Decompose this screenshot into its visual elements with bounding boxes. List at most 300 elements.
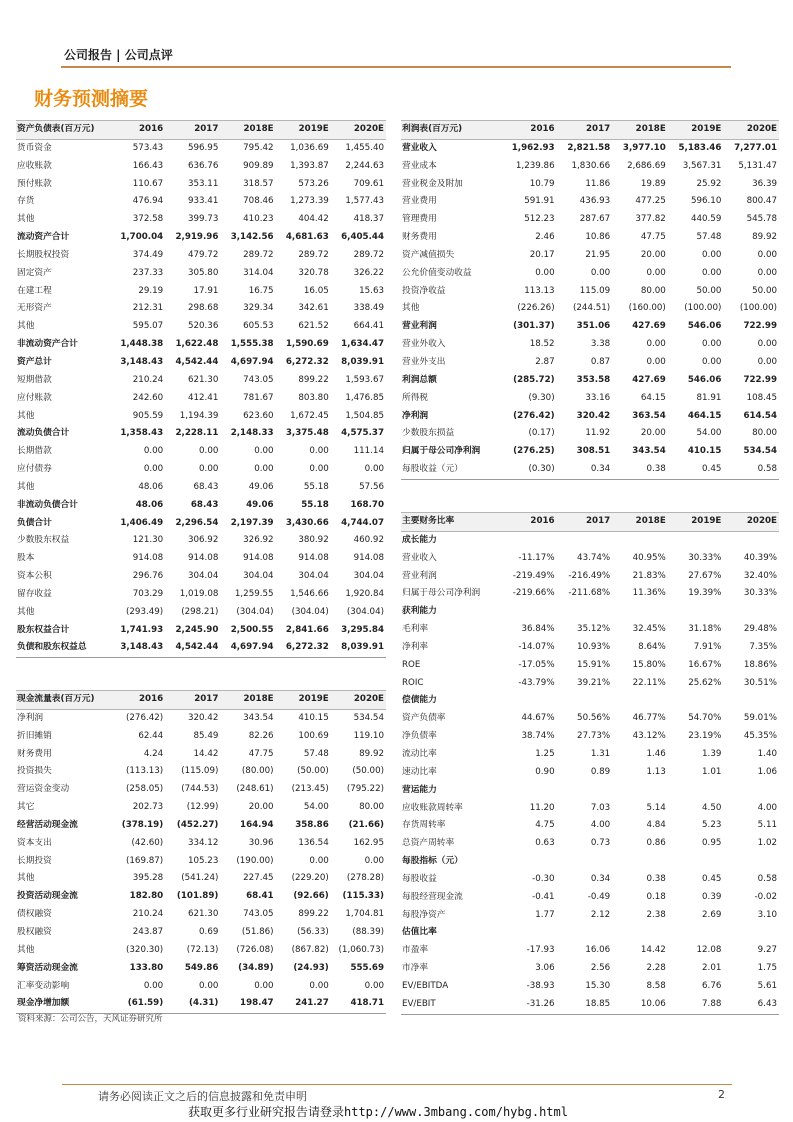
row-label: 获利能力: [402, 606, 437, 617]
table-row: [16, 247, 386, 265]
table-row: [16, 390, 386, 408]
row-label: ROE: [402, 659, 421, 670]
cell-value: -43.79%: [518, 677, 555, 688]
cell-value: (24.93): [293, 962, 329, 973]
cell-value: 320.42: [576, 410, 611, 421]
cell-value: 48.06: [138, 481, 164, 492]
row-label: 净利率: [402, 641, 429, 652]
cell-value: 19.39%: [688, 588, 722, 599]
cell-value: 377.82: [635, 214, 666, 225]
cell-value: 7,277.01: [734, 142, 777, 153]
cell-value: 16.75: [248, 285, 274, 296]
cell-value: 404.42: [298, 214, 329, 225]
cell-value: 440.59: [690, 214, 722, 225]
cell-value: 136.54: [298, 837, 329, 848]
cell-value: 5,183.46: [678, 142, 722, 153]
cell-value: [612, 782, 668, 800]
table-row: [16, 479, 386, 497]
table-row: [16, 193, 386, 211]
table-row: [401, 978, 779, 996]
table-row: [401, 907, 779, 925]
table-row: [16, 709, 386, 727]
table-header-row: [16, 121, 386, 140]
table-row: [401, 336, 779, 354]
cell-value: 410.15: [298, 712, 329, 723]
table-row: [401, 817, 779, 835]
cell-value: 21.95: [585, 249, 611, 260]
cell-value: 353.11: [187, 178, 219, 189]
row-label: 投资损失: [17, 766, 52, 777]
row-label: 无形资产: [17, 303, 52, 314]
cell-value: 50.56%: [577, 713, 611, 724]
cell-value: 520.36: [187, 321, 219, 332]
cell-value: 1,555.38: [230, 339, 274, 350]
cell-value: 115.09: [579, 285, 611, 296]
table-row: [16, 336, 386, 354]
row-label: 归属于母公司净利润: [402, 588, 481, 599]
column-header: 2018E: [612, 513, 668, 532]
cell-value: 1,239.86: [515, 160, 555, 171]
row-label: 管理费用: [402, 214, 437, 225]
cell-value: (293.49): [126, 606, 164, 617]
row-label: 营运资金变动: [17, 784, 70, 795]
table-row: [16, 817, 386, 835]
cell-value: 80.00: [640, 285, 666, 296]
header-divider: [61, 66, 731, 68]
cell-value: 0.00: [646, 356, 666, 367]
cell-value: 38.74%: [521, 731, 555, 742]
cell-value: 30.51%: [743, 677, 777, 688]
table-row: [401, 229, 779, 247]
cell-value: [557, 853, 613, 871]
cell-value: 477.25: [635, 196, 666, 207]
cell-value: 47.75: [248, 748, 274, 759]
cell-value: -219.66%: [512, 588, 555, 599]
cell-value: 57.48: [696, 232, 722, 243]
cell-value: 1,593.67: [345, 374, 384, 385]
cell-value: (285.72): [513, 374, 555, 385]
cell-value: 899.22: [298, 374, 329, 385]
cell-value: 743.05: [243, 374, 274, 385]
cell-value: 30.33%: [743, 588, 777, 599]
cell-value: 11.92: [585, 428, 611, 439]
table-row: [16, 318, 386, 336]
promo-link[interactable]: 获取更多行业研究报告请登录http://www.3mbang.com/hybg.html: [188, 1105, 568, 1119]
row-label: 估值比率: [402, 927, 437, 938]
cell-value: 4.00: [757, 802, 777, 813]
cell-value: [557, 782, 613, 800]
table-row: [16, 622, 386, 640]
cell-value: 4.50: [702, 802, 722, 813]
cell-value: 289.72: [298, 249, 329, 260]
table-title: 资产负债表(百万元): [16, 121, 110, 140]
cell-value: 304.04: [298, 571, 329, 582]
row-label: 预付账款: [17, 178, 52, 189]
table-row: [401, 443, 779, 461]
cell-value: 289.72: [353, 249, 384, 260]
cell-value: (51.86): [241, 926, 274, 937]
cell-value: 2.38: [646, 909, 666, 920]
cell-value: 8,039.91: [341, 356, 384, 367]
row-label: 速动比率: [402, 766, 437, 777]
cell-value: (795.22): [346, 784, 384, 795]
cell-value: 2,245.90: [175, 624, 219, 635]
table-title: 利润表(百万元): [401, 121, 501, 140]
cell-value: 7.03: [590, 802, 611, 813]
row-label: 投资净收益: [402, 285, 446, 296]
row-label: 非流动负债合计: [17, 499, 78, 510]
cell-value: 0.34: [557, 461, 613, 479]
cell-value: 43.12%: [632, 731, 666, 742]
cell-value: 306.92: [187, 535, 219, 546]
cell-value: 16.67%: [688, 659, 722, 670]
cell-value: 5.14: [646, 802, 666, 813]
row-label: 资产总计: [17, 356, 52, 367]
row-label: 股本: [17, 553, 35, 564]
column-header: 2017: [557, 513, 613, 532]
column-header: 2016: [501, 513, 557, 532]
cell-value: 57.56: [359, 481, 384, 492]
row-label: 其他: [17, 321, 35, 332]
cell-value: 418.71: [331, 995, 386, 1013]
column-header: 2018E: [612, 121, 668, 140]
cell-value: 11.20: [529, 802, 555, 813]
cell-value: (226.26): [517, 303, 555, 314]
cell-value: 33.16: [585, 392, 611, 403]
cell-value: 703.29: [132, 588, 164, 599]
cell-value: 243.87: [132, 926, 164, 937]
cell-value: (298.21): [181, 606, 219, 617]
cell-value: (42.60): [131, 837, 164, 848]
cell-value: -219.49%: [512, 570, 555, 581]
row-label: 经营活动现金流: [17, 819, 78, 830]
cell-value: 54.70%: [688, 713, 722, 724]
table-row: [16, 176, 386, 194]
column-header: 2018E: [220, 121, 275, 140]
row-label: 货币资金: [17, 142, 52, 153]
cell-value: 27.73%: [577, 731, 611, 742]
cell-value: 412.41: [187, 392, 219, 403]
section-header-row: [401, 603, 779, 621]
cell-value: 100.69: [298, 730, 329, 741]
cell-value: (115.09): [181, 766, 219, 777]
cell-value: 374.49: [132, 249, 164, 260]
cell-value: (0.17): [528, 428, 555, 439]
cell-value: (100.00): [684, 303, 722, 314]
cell-value: 380.92: [298, 535, 329, 546]
cell-value: 3,148.43: [120, 356, 164, 367]
cell-value: 20.17: [529, 249, 555, 260]
table-row: [401, 265, 779, 283]
row-label: ROIC: [402, 677, 424, 688]
row-label: 留存收益: [17, 588, 52, 599]
row-label: 利润总额: [402, 374, 437, 385]
cell-value: [612, 924, 668, 942]
cell-value: 2,197.39: [230, 517, 274, 528]
cell-value: 800.47: [746, 196, 777, 207]
cell-value: 304.04: [243, 571, 274, 582]
table-row: [401, 728, 779, 746]
row-label: 市盈率: [402, 945, 429, 956]
cell-value: 1.77: [535, 909, 555, 920]
cell-value: 1,962.93: [511, 142, 555, 153]
cell-value: 21.83%: [632, 570, 666, 581]
row-label: 偿债能力: [402, 695, 437, 706]
cell-value: 46.77%: [632, 713, 666, 724]
cell-value: 909.89: [243, 160, 274, 171]
cell-value: 4.24: [143, 748, 164, 759]
cell-value: 7.35%: [749, 641, 777, 652]
cell-value: 43.74%: [577, 552, 611, 563]
cell-value: 1,577.43: [345, 196, 384, 207]
row-label: 其他: [17, 214, 35, 225]
cell-value: 20.00: [640, 249, 666, 260]
cell-value: 343.54: [632, 446, 666, 457]
cell-value: 227.45: [243, 873, 274, 884]
cell-value: [723, 603, 779, 621]
cell-value: 621.30: [187, 909, 219, 920]
cell-value: 2,841.66: [285, 624, 329, 635]
cell-value: 914.08: [132, 553, 164, 564]
cell-value: 546.06: [687, 374, 722, 385]
row-label: 筹资活动现金流: [17, 962, 78, 973]
cell-value: 512.23: [524, 214, 555, 225]
row-label: 毛利率: [402, 624, 429, 635]
cell-value: (12.99): [186, 802, 219, 813]
cell-value: 289.72: [243, 249, 274, 260]
cell-value: 1.40: [757, 748, 777, 759]
row-label: 存货周转率: [402, 820, 446, 831]
cell-value: 242.60: [132, 392, 164, 403]
table-row: [16, 497, 386, 515]
cell-value: [668, 782, 724, 800]
cell-value: 905.59: [132, 410, 164, 421]
cell-value: 933.41: [187, 196, 219, 207]
column-header: 2019E: [668, 513, 724, 532]
cell-value: (320.30): [126, 944, 164, 955]
cell-value: 64.15: [640, 392, 666, 403]
cell-value: 49.06: [248, 481, 274, 492]
row-label: 归属于母公司净利润: [402, 446, 481, 457]
row-label: 营业收入: [402, 142, 437, 153]
cell-value: 1,259.55: [234, 588, 274, 599]
cell-value: 3.06: [535, 963, 555, 974]
cell-value: 0.00: [535, 267, 555, 278]
cell-value: 1,406.49: [120, 517, 164, 528]
cell-value: -0.30: [532, 873, 555, 884]
table-row: [16, 763, 386, 781]
cell-value: [668, 924, 724, 942]
cell-value: 8.64%: [638, 641, 666, 652]
cell-value: 476.94: [132, 196, 164, 207]
cell-value: 14.42: [193, 748, 219, 759]
cell-value: 121.30: [132, 535, 164, 546]
cell-value: 1,590.69: [285, 339, 329, 350]
report-breadcrumb: 公司报告 | 公司点评: [64, 48, 173, 62]
cell-value: [668, 603, 724, 621]
cell-value: 1,358.43: [120, 428, 164, 439]
row-label: 债权融资: [17, 909, 52, 920]
table-row: [16, 158, 386, 176]
table-header-row: [16, 691, 386, 710]
row-label: 流动负债合计: [17, 428, 70, 439]
table-row: [401, 300, 779, 318]
cell-value: 16.05: [303, 285, 329, 296]
cell-value: 89.92: [359, 748, 384, 759]
table-row: [16, 265, 386, 283]
cell-value: 399.73: [187, 214, 219, 225]
cell-value: [723, 782, 779, 800]
cell-value: 29.48%: [743, 624, 777, 635]
cell-value: (101.89): [176, 891, 219, 902]
cell-value: [612, 531, 668, 549]
row-label: 营业费用: [402, 196, 437, 207]
cell-value: (452.27): [176, 819, 219, 830]
cell-value: 168.70: [350, 499, 384, 510]
cell-value: 110.67: [132, 178, 164, 189]
cell-value: 304.04: [353, 571, 384, 582]
cell-value: [557, 924, 613, 942]
cell-value: 80.00: [359, 802, 384, 813]
cell-value: 4,575.37: [341, 428, 384, 439]
row-label: 流动比率: [402, 748, 437, 759]
cell-value: 4,542.44: [175, 356, 219, 367]
table-row: [401, 942, 779, 960]
row-label: 现金净增加额: [16, 995, 110, 1013]
cell-value: 50.00: [752, 285, 777, 296]
cell-value: 595.07: [132, 321, 164, 332]
cell-value: (113.13): [126, 766, 164, 777]
row-label: EV/EBIT: [401, 996, 501, 1014]
cell-value: 305.80: [187, 267, 219, 278]
cell-value: 914.08: [353, 553, 384, 564]
cell-value: 0.18: [646, 891, 666, 902]
row-label: 其他: [402, 303, 420, 314]
cell-value: 372.58: [132, 214, 164, 225]
cell-value: 363.54: [632, 410, 666, 421]
row-label: 财务费用: [17, 748, 52, 759]
cell-value: 40.39%: [743, 552, 777, 563]
table-row: [16, 978, 386, 996]
table-row: [401, 372, 779, 390]
cell-value: 0.34: [590, 873, 611, 884]
table-row: [401, 746, 779, 764]
row-label: 净利润: [17, 712, 44, 723]
cell-value: 32.45%: [632, 624, 666, 635]
row-label: 非流动资产合计: [17, 339, 78, 350]
cell-value: 15.30: [585, 980, 611, 991]
cell-value: 596.95: [187, 142, 219, 153]
cell-value: 0.00: [364, 464, 384, 475]
row-label: 其他: [17, 606, 35, 617]
table-row: [401, 585, 779, 603]
section-header-row: [401, 782, 779, 800]
table-row: [401, 764, 779, 782]
cell-value: 0.73: [590, 838, 611, 849]
row-label: 折旧摊销: [17, 730, 52, 741]
cell-value: 1.39: [702, 748, 722, 759]
cell-value: [612, 853, 668, 871]
cell-value: (229.20): [291, 873, 329, 884]
table-row: [401, 193, 779, 211]
cell-value: 0.00: [702, 249, 722, 260]
table-row: [16, 443, 386, 461]
cell-value: 0.39: [702, 891, 722, 902]
cell-value: 25.62%: [688, 677, 722, 688]
cell-value: 418.37: [353, 214, 384, 225]
row-label: 资产减值损失: [402, 249, 455, 260]
cell-value: 0.00: [309, 446, 329, 457]
cell-value: 1,704.81: [345, 909, 384, 920]
cell-value: 2.01: [702, 963, 722, 974]
cell-value: (248.61): [236, 784, 274, 795]
row-label: 市净率: [402, 963, 429, 974]
cell-value: 709.61: [353, 178, 384, 189]
table-row: [16, 568, 386, 586]
cell-value: [501, 603, 557, 621]
cell-value: 1.75: [757, 963, 777, 974]
cell-value: (276.42): [126, 712, 164, 723]
cell-value: -17.05%: [518, 659, 555, 670]
cell-value: -14.07%: [518, 641, 555, 652]
cell-value: 0.00: [143, 464, 164, 475]
cell-value: 0.38: [612, 461, 668, 479]
cell-value: (190.00): [236, 855, 274, 866]
cell-value: 8,039.91: [331, 639, 386, 657]
row-label: 长期股权投资: [17, 249, 70, 260]
cell-value: 320.78: [298, 267, 329, 278]
cell-value: (169.87): [126, 855, 164, 866]
table-header-row: [401, 513, 779, 532]
cell-value: -0.49: [587, 891, 611, 902]
cell-value: 1,830.66: [571, 160, 611, 171]
cell-value: 19.89: [640, 178, 666, 189]
cell-value: [668, 692, 724, 710]
cell-value: (276.25): [513, 446, 555, 457]
cell-value: 605.53: [243, 321, 274, 332]
cell-value: 1,622.48: [175, 339, 219, 350]
cell-value: 25.92: [696, 178, 722, 189]
cell-value: 182.80: [129, 891, 164, 902]
cell-value: 549.86: [184, 962, 219, 973]
row-label: 营业外收入: [402, 339, 446, 350]
cell-value: 50.00: [696, 285, 722, 296]
cell-value: [723, 853, 779, 871]
cell-value: -38.93: [526, 980, 555, 991]
cell-value: (92.66): [293, 891, 329, 902]
cell-value: 0.38: [646, 873, 666, 884]
column-header: 2019E: [668, 121, 724, 140]
table-row: [16, 728, 386, 746]
column-header: 2020E: [723, 121, 779, 140]
cell-value: 1,920.84: [345, 588, 384, 599]
cell-value: [723, 924, 779, 942]
cell-value: 1,634.47: [341, 339, 384, 350]
cell-value: 899.22: [298, 909, 329, 920]
cell-value: 5,131.47: [738, 160, 777, 171]
cell-value: 119.10: [353, 730, 384, 741]
table-title: 主要财务比率: [401, 513, 501, 532]
cell-value: 164.94: [240, 819, 274, 830]
cell-value: 10.86: [585, 232, 611, 243]
cell-value: 326.92: [243, 535, 274, 546]
cell-value: 2,686.69: [627, 160, 666, 171]
column-header: 2019E: [276, 121, 331, 140]
cell-value: 0.87: [590, 356, 611, 367]
table-row: [16, 604, 386, 622]
cell-value: 546.06: [687, 321, 722, 332]
cell-value: 0.00: [364, 980, 384, 991]
